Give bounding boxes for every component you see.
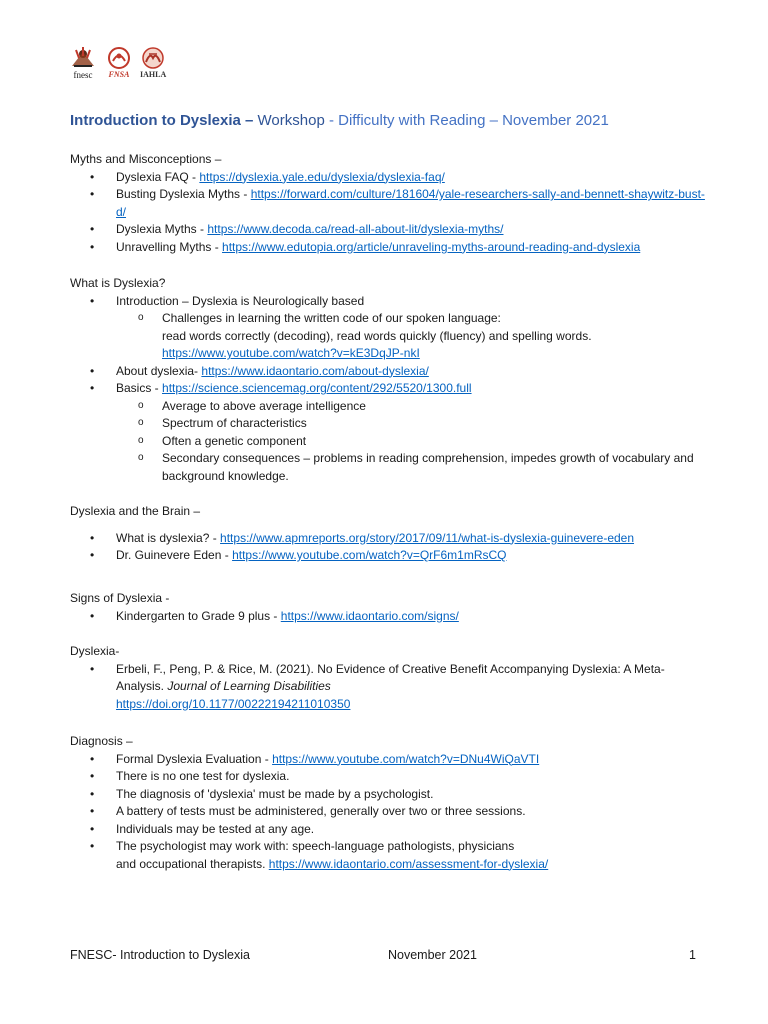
list-item: • Unravelling Myths - https://www.edutopia.org/article/unraveling-myths-around-reading-and-dyslexia — [90, 239, 710, 257]
sub-list-item: o Often a genetic component — [136, 433, 710, 451]
unravelling-myths-link[interactable]: https://www.edutopia.org/article/unraveling-myths-around-reading-and-dyslexia — [222, 239, 641, 254]
research-section — [70, 643, 710, 713]
footer-left: FNESC- Introduction to Dyslexia — [70, 948, 250, 962]
list-item: • A battery of tests must be administered, generally over two or three sessions. — [90, 803, 710, 821]
diagnosis-heading: Diagnosis – — [70, 734, 133, 748]
fnsa-logo-text: FNSA — [108, 70, 130, 79]
signs-link[interactable]: https://www.idaontario.com/signs/ — [280, 608, 459, 623]
intro-video-link[interactable]: https://www.youtube.com/watch?v=kE3DqJP-nkI — [162, 346, 420, 360]
title-part-workshop: Workshop — [257, 112, 329, 129]
assessment-link[interactable]: https://www.idaontario.com/assessment-for-dyslexia/ — [268, 856, 549, 871]
brain-section — [70, 503, 710, 565]
what-is-dyslexia-section — [70, 275, 710, 485]
list-item: • Erbeli, F., Peng, P. & Rice, M. (2021). No Evidence of Creative Benefit Accompanying Dyslexia: A Meta-Analysis. Journal of Learning Disabilities https://doi.org/10.1177/00222194211010350 — [90, 661, 710, 714]
sub-list-item: o Secondary consequences – problems in reading comprehension, impedes growth of vocabulary and background knowledge. — [136, 450, 710, 485]
fnesc-logo-text: fnesc — [73, 70, 93, 80]
list-item: • Dr. Guinevere Eden - https://www.youtube.com/watch?v=QrF6m1mRsCQ — [90, 547, 710, 565]
what-heading: What is Dyslexia? — [70, 276, 166, 290]
document-title — [70, 112, 609, 129]
list-item: • Formal Dyslexia Evaluation - https://www.youtube.com/watch?v=DNu4WiQaVTI — [90, 751, 710, 769]
list-item: • Introduction – Dyslexia is Neurologically based o Challenges in learning the written code of our spoken language: read words correctly (decoding), read words quickly (fluency) and spelling words. https://www.youtube.com/watch?v=kE3DqJP-nkI — [90, 293, 710, 363]
list-item: • The diagnosis of 'dyslexia' must be made by a psychologist. — [90, 786, 710, 804]
myths-section — [70, 151, 710, 256]
busting-myths-link[interactable]: https://forward.com/culture/181604/yale-researchers-sally-and-bennett-shaywitz-bust-d/ — [116, 187, 705, 219]
fnsa-logo — [106, 46, 132, 80]
title-part-main: Introduction to Dyslexia – — [70, 112, 258, 129]
research-heading: Dyslexia- — [70, 644, 120, 658]
guinevere-eden-link[interactable]: https://www.youtube.com/watch?v=QrF6m1mRsCQ — [232, 548, 507, 562]
fnesc-logo — [68, 46, 98, 80]
list-item: • Dyslexia Myths - https://www.decoda.ca/read-all-about-lit/dyslexia-myths/ — [90, 221, 710, 239]
basics-link[interactable]: https://science.sciencemag.org/content/292/5520/1300.full — [162, 381, 472, 395]
sub-list-item: o Spectrum of characteristics — [136, 415, 710, 433]
signs-heading: Signs of Dyslexia - — [70, 591, 170, 605]
list-item: • Kindergarten to Grade 9 plus - https://www.idaontario.com/signs/ — [90, 608, 710, 626]
journal-title: Journal of Learning Disabilities — [167, 679, 331, 693]
iahla-logo-text: IAHLA — [140, 70, 167, 79]
sub-list-item: o Average to above average intelligence — [136, 398, 710, 416]
myths-heading: Myths and Misconceptions – — [70, 152, 222, 166]
formal-evaluation-link[interactable]: https://www.youtube.com/watch?v=DNu4WiQaVTI — [272, 751, 540, 766]
list-item: • Individuals may be tested at any age. — [90, 821, 710, 839]
list-item: • About dyslexia- https://www.idaontario.com/about-dyslexia/ — [90, 363, 710, 381]
list-item: • There is no one test for dyslexia. — [90, 768, 710, 786]
what-is-dyslexia-link[interactable]: https://www.apmreports.org/story/2017/09/11/what-is-dyslexia-guinevere-eden — [220, 530, 635, 545]
list-item: • Dyslexia FAQ - https://dyslexia.yale.edu/dyslexia/dyslexia-faq/ — [90, 169, 710, 187]
about-dyslexia-link[interactable]: https://www.idaontario.com/about-dyslexia/ — [201, 363, 429, 378]
dyslexia-faq-link[interactable]: https://dyslexia.yale.edu/dyslexia/dyslexia-faq/ — [199, 169, 445, 184]
title-part-subtitle: - Difficulty with Reading – November 2021 — [328, 112, 609, 129]
list-item: • Busting Dyslexia Myths - https://forward.com/culture/181604/yale-researchers-sally-and-bennett-shaywitz-bust-d/ — [90, 186, 710, 221]
list-item: • What is dyslexia? - https://www.apmreports.org/story/2017/09/11/what-is-dyslexia-guinevere-eden — [90, 530, 710, 548]
sub-list-item: o Challenges in learning the written code of our spoken language: read words correctly (decoding), read words quickly (fluency) and spelling words. https://www.youtube.com/watch?v=kE3DqJP-nkI — [136, 310, 710, 363]
page-number: 1 — [689, 948, 696, 962]
iahla-logo — [140, 46, 166, 80]
header-logos — [68, 44, 166, 80]
diagnosis-section — [70, 733, 710, 873]
footer-date: November 2021 — [388, 948, 477, 962]
brain-heading: Dyslexia and the Brain – — [70, 504, 201, 518]
doi-link[interactable]: https://doi.org/10.1177/00222194211010350 — [116, 696, 351, 711]
signs-section — [70, 590, 710, 625]
dyslexia-myths-link[interactable]: https://www.decoda.ca/read-all-about-lit/dyslexia-myths/ — [207, 222, 504, 236]
list-item: • The psychologist may work with: speech-language pathologists, physicians and occupational therapists. https://www.idaontario.com/assessment-for-dyslexia/ — [90, 838, 710, 873]
list-item: • Basics - https://science.sciencemag.org/content/292/5520/1300.full o Average to above average intelligence o Spectrum of characteristics o Often a genetic component o Secondary consequences – problems in reading comprehension, impedes growth of vocabulary and background knowledge. — [90, 380, 710, 485]
